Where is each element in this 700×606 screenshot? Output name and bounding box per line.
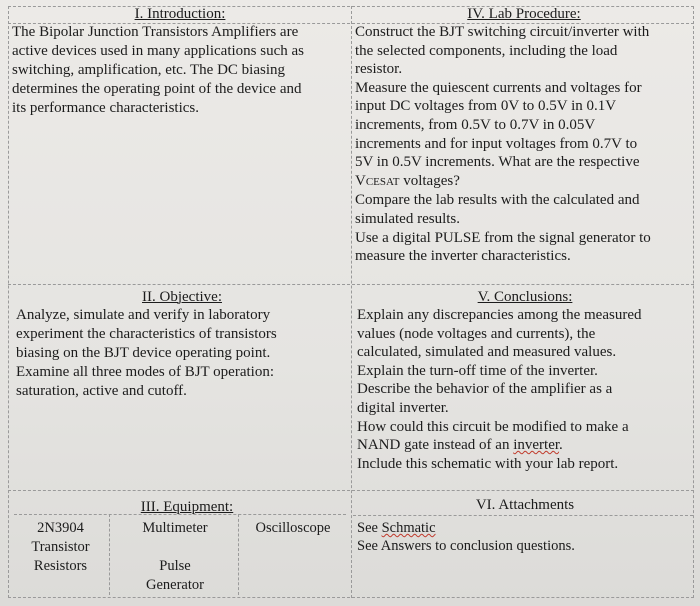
procedure-line: Measure the quiescent currents and voltages for [355, 79, 642, 96]
conclusion-line: calculated, simulated and measured values. [357, 344, 617, 361]
conclusion-line: digital inverter. [357, 399, 449, 416]
procedure-line: Construct the BJT switching circuit/inverter with [355, 24, 650, 40]
schmatic-link[interactable]: Schmatic [381, 520, 436, 536]
lab-procedure-body [355, 23, 693, 266]
conclusions-section [357, 289, 693, 473]
lab-procedure-heading: IV. Lab Procedure: [467, 6, 581, 22]
objective-line: Analyze, simulate and verify in laboratory [16, 307, 271, 323]
multimeter-label: Multimeter [142, 520, 208, 536]
equipment-rule [14, 514, 346, 515]
equipment-heading: III. Equipment: [140, 499, 234, 515]
transistor-part: 2N3904 [37, 520, 84, 536]
conclusion-line: Include this schematic with your lab report. [357, 455, 619, 472]
transistor-label: Transistor [31, 539, 90, 555]
conclusion-line: Describe the behavior of the amplifier as a [357, 381, 613, 398]
generator-label: Generator [146, 577, 204, 593]
equipment-grid [12, 519, 348, 597]
procedure-line: input DC voltages from 0V to 0.5V in 0.1V [355, 98, 617, 115]
see-prefix: See [357, 520, 382, 536]
objective-line: biasing on the BJT device operating point. [16, 345, 271, 361]
procedure-line: increments and for input voltages from 0.7V to [355, 135, 638, 152]
intro-line: its performance characteristics. [12, 100, 199, 116]
lab-procedure-section [355, 6, 693, 266]
procedure-line: simulated results. [355, 210, 460, 227]
objective-section [16, 289, 348, 401]
procedure-line: the selected components, including the load [355, 42, 618, 59]
introduction-heading: I. Introduction: [134, 6, 226, 22]
vcesat-line [355, 172, 693, 192]
schematic-line [357, 519, 693, 537]
conclusion-line: How could this circuit be modified to make a [357, 418, 629, 435]
attachments-rule [353, 515, 693, 516]
column-divider [351, 6, 352, 598]
nand-prefix: NAND gate instead of an [357, 437, 514, 454]
intro-line: switching, amplification, etc. The DC biasing [12, 62, 286, 78]
introduction-section [12, 6, 348, 118]
pulse-label: Pulse [159, 558, 191, 574]
oscilloscope-label: Oscilloscope [255, 520, 331, 536]
conclusion-line: Explain the turn-off time of the inverter. [357, 362, 598, 379]
procedure-line: increments, from 0.5V to 0.7V in 0.05V [355, 116, 596, 133]
conclusion-line: values (node voltages and currents), the [357, 325, 596, 342]
resistors-label: Resistors [33, 558, 88, 574]
row-divider-1 [8, 284, 694, 285]
vcesat-suffix: voltages? [399, 172, 460, 189]
procedure-line: resistor. [355, 61, 403, 78]
answers-line: See Answers to conclusion questions. [357, 538, 575, 554]
procedure-line: Use a digital PULSE from the signal generator to [355, 229, 651, 246]
objective-line: experiment the characteristics of transistors [16, 326, 277, 342]
procedure-line: measure the inverter characteristics. [355, 248, 571, 265]
introduction-body [12, 23, 348, 118]
objective-line: saturation, active and cutoff. [16, 383, 187, 399]
attachments-section [357, 497, 693, 555]
nand-line [357, 436, 693, 455]
objective-body [16, 306, 348, 401]
attachments-heading: VI. Attachments [475, 497, 575, 513]
procedure-line: Compare the lab results with the calculated and [355, 192, 640, 209]
objective-line: Examine all three modes of BJT operation: [16, 364, 274, 380]
conclusions-body [357, 306, 693, 473]
conclusions-heading: V. Conclusions: [477, 289, 573, 305]
row-divider-2 [8, 490, 694, 491]
conclusion-line: Explain any discrepancies among the measured [357, 307, 642, 323]
equipment-section [12, 497, 348, 597]
vcesat-subscript: CESAT [365, 175, 400, 188]
procedure-line: 5V in 0.5V increments. What are the respective [355, 154, 640, 171]
vcesat-prefix: V [355, 172, 366, 189]
intro-line: active devices used in many applications such as [12, 43, 304, 59]
objective-heading: II. Objective: [142, 289, 222, 305]
nand-suffix: . [559, 437, 563, 454]
inverter-spellcheck: inverter [513, 437, 560, 454]
intro-line: determines the operating point of the device and [12, 81, 302, 97]
intro-line: The Bipolar Junction Transistors Amplifiers are [12, 24, 299, 40]
attachments-body [357, 519, 693, 555]
